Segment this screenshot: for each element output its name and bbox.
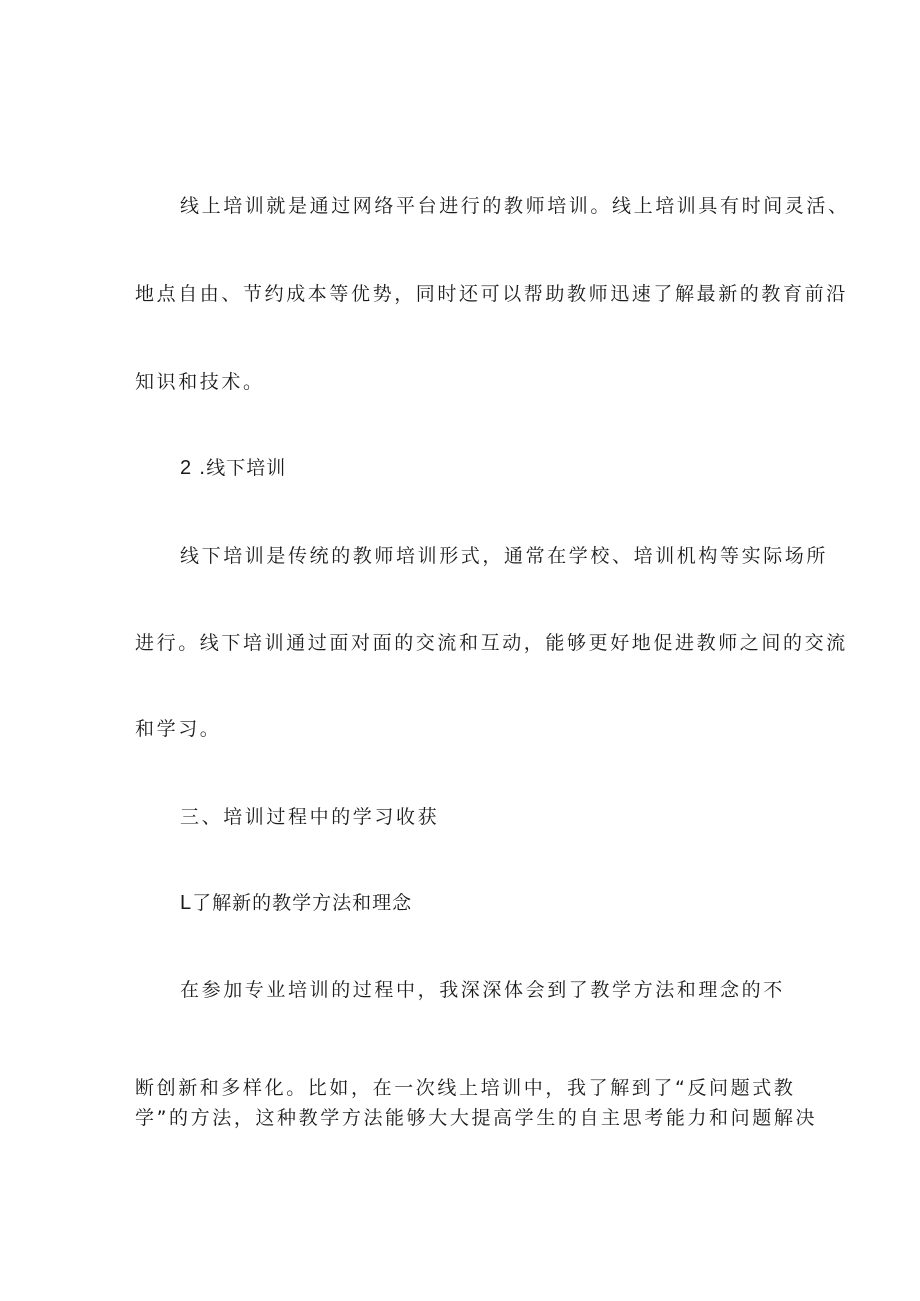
section-heading-learning-gains: 三、培训过程中的学习收获 — [180, 806, 440, 828]
paragraph-online-line-2: 地点自由、节约成本等优势，同时还可以帮助教师迅速了解最新的教育前沿 — [135, 283, 848, 305]
paragraph-offline-line-3: 和学习。 — [135, 718, 222, 740]
paragraph-online-line-1: 线上培训就是通过网络平台进行的教师培训。线上培训具有时间灵活、 — [180, 195, 850, 217]
heading-text: 了解新的教学方法和理念 — [192, 892, 413, 914]
paragraph-offline-line-2: 进行。线下培训通过面对面的交流和互动，能够更好地促进教师之间的交流 — [135, 632, 848, 654]
heading-number: L — [180, 892, 193, 914]
paragraph-online-line-3: 知识和技术。 — [135, 371, 265, 393]
heading-offline-training — [180, 456, 286, 480]
paragraph-methods-line-3: 学”的方法，这种教学方法能够大大提高学生的自主思考能力和问题解决 — [135, 1107, 818, 1129]
paragraph-offline-line-1: 线下培训是传统的教师培训形式，通常在学校、培训机构等实际场所 — [180, 545, 829, 567]
heading-new-methods — [180, 891, 412, 915]
paragraph-methods-line-2: 断创新和多样化。比如，在一次线上培训中，我了解到了“反问题式教 — [135, 1077, 796, 1099]
paragraph-methods-line-1: 在参加专业培训的过程中，我深深体会到了教学方法和理念的不 — [180, 979, 785, 1001]
heading-number: 2 — [180, 457, 193, 479]
heading-text: .线下培训 — [199, 457, 287, 479]
